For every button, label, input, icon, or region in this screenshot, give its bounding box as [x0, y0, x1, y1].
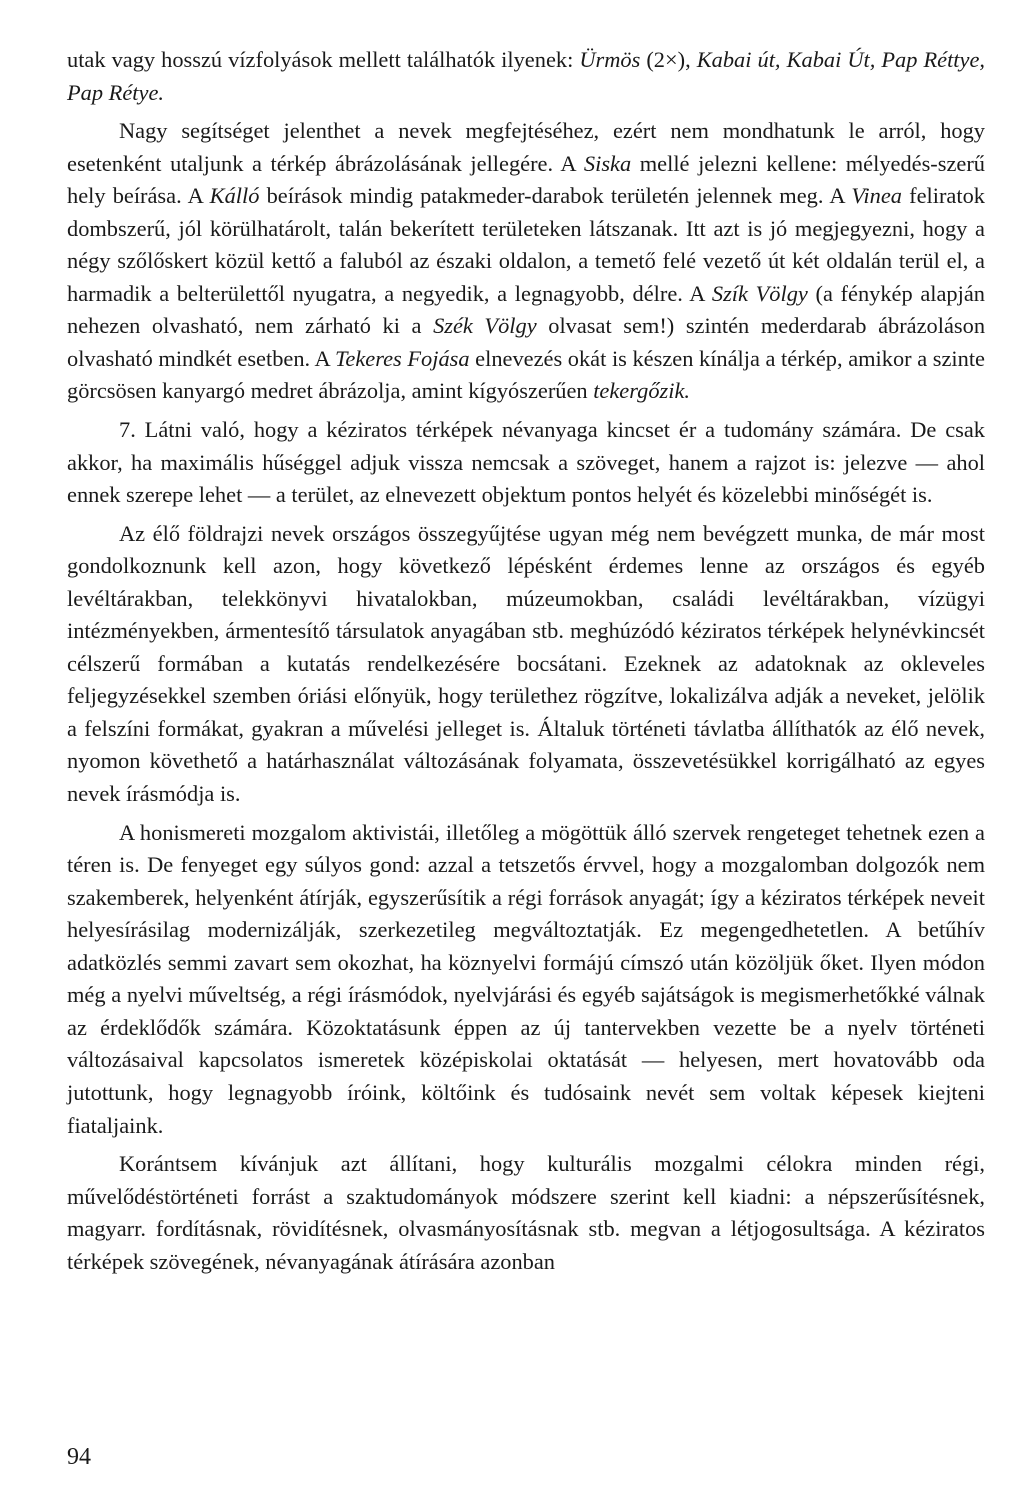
italic-term: Ürmös — [579, 47, 641, 72]
text-run: (a fénykép alapján nehezen olvasható, nem zárható ki a — [67, 280, 985, 339]
paragraph — [67, 817, 985, 1142]
italic-term: Vinea — [851, 183, 902, 209]
text-run: olvasat sem!) szintén mederdarab ábrázoláson olvasható mindkét esetben. A — [67, 313, 986, 371]
italic-term: Tekeres Fojása — [335, 345, 470, 371]
italic-term: Siska — [583, 150, 632, 176]
page-body — [67, 44, 985, 1278]
italic-term: Kálló — [209, 183, 260, 209]
italic-term: tekergőzik. — [593, 378, 690, 404]
text-run: (2×), — [640, 47, 697, 72]
text-run: feliratok dombszerű, jól körülhatárolt, talán bekerített területeken látszanak. Itt azt is jó megjegyezni, hogy a négy szőlőskert közül kettő a faluból az északi oldalon, a temető felé vezető út két oldalán terül el, a harmadik a belterülettől nyugatra, a negyedik, a legnagyobb, délre. A — [67, 183, 985, 306]
page-number: 94 — [67, 1444, 91, 1470]
paragraph — [67, 1148, 985, 1278]
paragraph — [67, 414, 985, 512]
text-run: mellé jelezni kellene: mélyedés-szerű hely beírása. A — [67, 150, 985, 209]
text-run: Korántsem kívánjuk azt állítani, hogy kulturális mozgalmi célokra minden régi, művelődéstörténeti forrást a szaktudományok módszere szerint kell kiadni: a népszerűsítésnek, magyarr. fordításnak, rövidítésnek, olvasmányosításnak stb. megvan a létjogosultsága. A kéziratos térképek szövegének, névanyagának átírására azonban — [67, 1151, 985, 1274]
text-run: 7. Látni való, hogy a kéziratos térképek névanyaga kincset ér a tudomány számára. De csak akkor, ha maximális hűséggel adjuk vissza nemcsak a szöveget, hanem a rajzot is: jelezve — ahol ennek szerepe lehet — a terület, az elnevezett objektum pontos helyét és közelebbi minőségét is. — [67, 417, 985, 508]
text-run: Nagy segítséget jelenthet a nevek megfejtéséhez, ezért nem mondhatunk le arról, hogy esetenként utaljunk a térkép ábrázolásának jellegére. A — [67, 118, 985, 176]
paragraph — [67, 518, 985, 811]
italic-term: Kabai út, Kabai Út, Pap Réttye, Pap Rétye. — [67, 47, 986, 105]
italic-term: Szék Völgy — [433, 313, 537, 339]
text-run: Az élő földrajzi nevek országos összegyűjtése ugyan még nem bevégzett munka, de már most gondolkoznunk kell azon, hogy következő lépésként érdemes lenne az országos és egyéb levéltárakban, telekkönyvi hivatalokban, múzeumokban, családi levéltárakban, vízügyi intézményekben, ármentesítő társulatok anyagában stb. meghúzódó kéziratos térképek helynévkincsét célszerű formában a kutatás rendelkezésére bocsátani. Ezeknek az adatoknak az okleveles feljegyzésekkel szemben óriási előnyük, hogy területhez rögzítve, lokalizálva adják a neveket, jelölik a felszíni formákat, gyakran a művelési jelleget is. Általuk történeti távlatba állíthatók az élő nevek, nyomon követhető a határhasználat változásának folyamata, összevetésükkel korrigálható az egyes nevek írásmódja is. — [67, 520, 985, 807]
text-run: A honismereti mozgalom aktivistái, illetőleg a mögöttük álló szervek rengeteget tehetnek ezen a téren is. De fenyeget egy súlyos gond: azzal a tetszetős érvvel, hogy a mozgalomban dolgozók nem szakemberek, helyenként átírják, egyszerűsítik a régi források anyagát; így a kéziratos térképek neveit helyesírásilag modernizálják, szerkezetileg megváltoztatják. Ez megengedhetetlen. A betűhív adatközlés semmi zavart sem okozhat, ha köznyelvi formájú címszó után közöljük őket. Ilyen módon még a nyelvi műveltség, a régi írásmódok, nyelvjárási és egyéb sajátságok is megismerhetőkké válnak az érdeklődők számára. Közoktatásunk éppen az új tantervekben vezette be a nyelv történeti változásaival kapcsolatos ismeretek középiskolai oktatását — helyesen, mert hovatovább oda jutottunk, hogy legnagyobb íróink, költőink és tudósaink nevét sem voltak képesek kiejteni fiataljaink. — [67, 819, 985, 1138]
paragraph — [67, 44, 985, 109]
paragraph — [67, 115, 985, 408]
text-run: beírások mindig patakmeder-darabok területén jelennek meg. A — [259, 183, 852, 209]
text-run: utak vagy hosszú vízfolyások mellett találhatók ilyenek: — [67, 47, 580, 72]
italic-term: Szík Völgy — [711, 280, 808, 306]
text-run: elnevezés okát is készen kínálja a térkép, amikor a szinte görcsösen kanyargó medret ábrázolja, amint kígyószerűen — [67, 345, 985, 404]
